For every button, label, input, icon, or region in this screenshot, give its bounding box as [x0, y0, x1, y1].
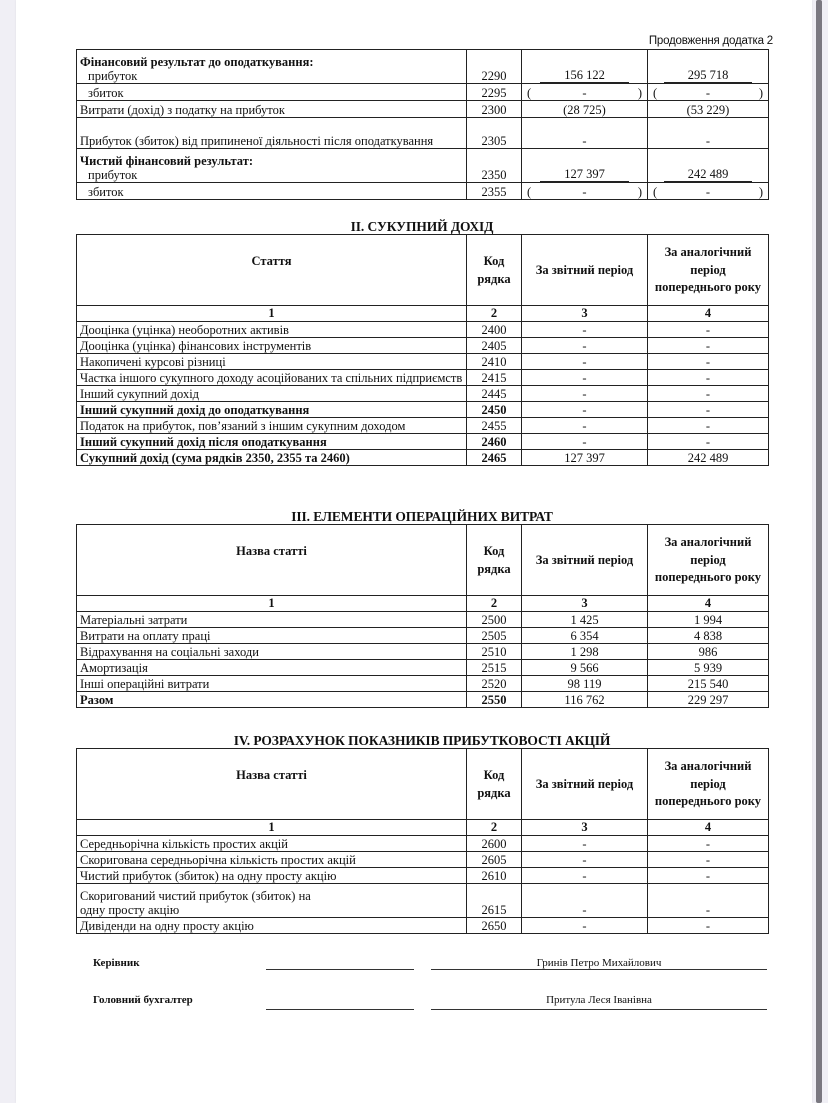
- row-code: 2465: [467, 450, 522, 466]
- row-code: 2615: [467, 884, 522, 918]
- row-code: 2605: [467, 852, 522, 868]
- table-row: [77, 660, 769, 676]
- row-code: 2505: [467, 628, 522, 644]
- previous-value: -: [648, 418, 769, 434]
- current-value: -: [522, 918, 648, 934]
- previous-value: 242 489: [664, 168, 753, 182]
- row-label: Витрати (дохід) з податку на прибуток: [77, 101, 467, 118]
- previous-value: 242 489: [648, 450, 769, 466]
- previous-value: -: [705, 185, 711, 199]
- previous-value: -: [648, 370, 769, 386]
- current-value: 6 354: [522, 628, 648, 644]
- column-number-row: 1 2 3 4: [77, 596, 769, 612]
- current-value: 127 397: [522, 450, 648, 466]
- table-row: [77, 884, 769, 918]
- current-value: -: [522, 434, 648, 450]
- row-code: 2450: [467, 402, 522, 418]
- previous-value: (53 229): [648, 101, 769, 118]
- signature-role-chief-accountant: Головний бухгалтер: [93, 994, 193, 1006]
- financial-result-table: [76, 49, 769, 200]
- table-row: [77, 692, 769, 708]
- row-label: Прибуток (збиток) від припиненої діяльності після оподаткування: [77, 118, 467, 149]
- header-code: Код рядка: [467, 525, 522, 596]
- table-row: [77, 118, 769, 149]
- current-value: -: [522, 852, 648, 868]
- header-row: [77, 235, 769, 306]
- row-label: Чистий прибуток (збиток) на одну просту акцію: [77, 868, 467, 884]
- current-value: -: [522, 836, 648, 852]
- row-code: 2520: [467, 676, 522, 692]
- current-value: -: [522, 370, 648, 386]
- row-label: Дивіденди на одну просту акцію: [77, 918, 467, 934]
- previous-value: -: [648, 118, 769, 149]
- table-row: збиток 2295 ( - ) ( - ): [77, 84, 769, 101]
- row-code: 2550: [467, 692, 522, 708]
- section-title-operating-expenses: III. ЕЛЕМЕНТИ ОПЕРАЦІЙНИХ ВИТРАТ: [291, 509, 553, 524]
- previous-value: 295 718: [664, 69, 753, 83]
- table-row: [77, 644, 769, 660]
- header-code: Код рядка: [467, 749, 522, 820]
- row-label: Витрати на оплату праці: [77, 628, 467, 644]
- row-code: 2510: [467, 644, 522, 660]
- table-row: [77, 676, 769, 692]
- header-name: Назва статті: [77, 749, 467, 820]
- previous-value: -: [648, 402, 769, 418]
- row-label: Інший сукупний дохід до оподаткування: [77, 402, 467, 418]
- previous-value: -: [648, 884, 769, 918]
- current-value: -: [582, 86, 587, 100]
- previous-value: -: [648, 322, 769, 338]
- current-value: 9 566: [522, 660, 648, 676]
- table-row: [77, 338, 769, 354]
- table-row: [77, 370, 769, 386]
- row-code: 2500: [467, 612, 522, 628]
- row-label: Інші операційні витрати: [77, 676, 467, 692]
- row-label: Накопичені курсові різниці: [77, 354, 467, 370]
- previous-value: 4 838: [648, 628, 769, 644]
- current-value: -: [582, 185, 587, 199]
- header-previous: За аналогічний період попереднього року: [648, 749, 769, 820]
- appendix-continuation-note: Продовження додатка 2: [648, 35, 773, 47]
- signature-name-chief-accountant: Притула Леся Іванівна: [546, 994, 652, 1006]
- current-value: -: [522, 868, 648, 884]
- table-row: [77, 450, 769, 466]
- table-row: [77, 852, 769, 868]
- row-label: Дооцінка (уцінка) необоротних активів: [77, 322, 467, 338]
- current-value: -: [522, 118, 648, 149]
- row-code: 2455: [467, 418, 522, 434]
- header-row: [77, 749, 769, 820]
- previous-value: 215 540: [648, 676, 769, 692]
- table-row: [77, 868, 769, 884]
- previous-value: 5 939: [648, 660, 769, 676]
- previous-value: -: [648, 354, 769, 370]
- current-value: 98 119: [522, 676, 648, 692]
- table-row: [77, 101, 769, 118]
- current-value: -: [522, 884, 648, 918]
- row-code: 2295: [467, 84, 522, 101]
- table-row: [77, 836, 769, 852]
- row-label: Частка іншого сукупного доходу асоційованих та спільних підприємств: [77, 370, 467, 386]
- row-label: Відрахування на соціальні заходи: [77, 644, 467, 660]
- current-value: -: [522, 418, 648, 434]
- row-code: 2305: [467, 118, 522, 149]
- table-row: [77, 386, 769, 402]
- row-code: 2600: [467, 836, 522, 852]
- signature-name-director: Гринів Петро Михайлович: [536, 957, 662, 969]
- table-row: [77, 354, 769, 370]
- row-code: 2400: [467, 322, 522, 338]
- table-row: [77, 402, 769, 418]
- header-row: [77, 525, 769, 596]
- header-current: За звітний період: [522, 235, 648, 306]
- header-previous: За аналогічний період попереднього року: [648, 235, 769, 306]
- row-code: 2610: [467, 868, 522, 884]
- previous-value: 229 297: [648, 692, 769, 708]
- section-title-comprehensive-income: II. СУКУПНИЙ ДОХІД: [350, 219, 494, 234]
- table-row: [77, 612, 769, 628]
- row-label: Матеріальні затрати: [77, 612, 467, 628]
- current-value: 156 122: [540, 69, 629, 83]
- table-row: [77, 149, 769, 183]
- previous-value: -: [648, 852, 769, 868]
- row-code: 2445: [467, 386, 522, 402]
- row-label: Амортизація: [77, 660, 467, 676]
- current-value: -: [522, 386, 648, 402]
- header-current: За звітний період: [522, 525, 648, 596]
- signature-role-director: Керівник: [93, 957, 140, 969]
- previous-value: 1 994: [648, 612, 769, 628]
- column-number-row: 1 2 3 4: [77, 820, 769, 836]
- current-value: (28 725): [522, 101, 648, 118]
- row-code: 2650: [467, 918, 522, 934]
- row-sublabel: прибуток: [88, 168, 138, 182]
- row-label: Середньорічна кількість простих акцій: [77, 836, 467, 852]
- name-line-chief-accountant: [431, 1009, 767, 1010]
- previous-value: -: [648, 836, 769, 852]
- header-name: Стаття: [77, 235, 467, 306]
- row-code: 2350: [467, 149, 522, 183]
- row-label: збиток: [77, 183, 467, 200]
- header-name: Назва статті: [77, 525, 467, 596]
- row-code: 2515: [467, 660, 522, 676]
- table-row: [77, 434, 769, 450]
- previous-value: -: [648, 386, 769, 402]
- row-label: Чистий фінансовий результат:: [80, 154, 254, 168]
- table-row: [77, 50, 769, 84]
- row-code: 2290: [467, 50, 522, 84]
- previous-value: -: [648, 918, 769, 934]
- signature-line-chief-accountant: [266, 1009, 414, 1010]
- section-title-share-profitability: IV. РОЗРАХУНОК ПОКАЗНИКІВ ПРИБУТКОВОСТІ АКЦІЙ: [233, 733, 611, 748]
- current-value: -: [522, 354, 648, 370]
- previous-value: -: [648, 868, 769, 884]
- row-code: 2300: [467, 101, 522, 118]
- row-label: Разом: [77, 692, 467, 708]
- current-value: 1 425: [522, 612, 648, 628]
- current-value: 116 762: [522, 692, 648, 708]
- operating-expenses-table: [76, 524, 769, 708]
- table-row: [77, 918, 769, 934]
- previous-value: -: [705, 86, 711, 100]
- table-row: [77, 322, 769, 338]
- row-label: Скоригований чистий прибуток (збиток) на одну просту акцію: [77, 884, 467, 918]
- row-label: Дооцінка (уцінка) фінансових інструментів: [77, 338, 467, 354]
- header-previous: За аналогічний період попереднього року: [648, 525, 769, 596]
- row-code: 2460: [467, 434, 522, 450]
- row-code: 2355: [467, 183, 522, 200]
- name-line-director: [431, 969, 767, 970]
- current-value: -: [522, 402, 648, 418]
- row-code: 2415: [467, 370, 522, 386]
- share-profitability-table: [76, 748, 769, 934]
- row-label: Інший сукупний дохід після оподаткування: [77, 434, 467, 450]
- previous-value: -: [648, 434, 769, 450]
- current-value: 127 397: [540, 168, 629, 182]
- current-value: 1 298: [522, 644, 648, 660]
- row-code: 2405: [467, 338, 522, 354]
- header-current: За звітний період: [522, 749, 648, 820]
- table-row: [77, 418, 769, 434]
- column-number-row: 1 2 3 4: [77, 306, 769, 322]
- current-value: -: [522, 322, 648, 338]
- table-row: збиток 2355 ( - ) ( - ): [77, 183, 769, 200]
- previous-value: 986: [648, 644, 769, 660]
- row-label: Сукупний дохід (сума рядків 2350, 2355 та 2460): [77, 450, 467, 466]
- previous-value: -: [648, 338, 769, 354]
- table-row: [77, 628, 769, 644]
- row-label: Скоригована середньорічна кількість простих акцій: [77, 852, 467, 868]
- comprehensive-income-table: [76, 234, 769, 466]
- row-sublabel: прибуток: [88, 69, 138, 83]
- row-label: Інший сукупний дохід: [77, 386, 467, 402]
- signature-line-director: [266, 969, 414, 970]
- row-label: збиток: [77, 84, 467, 101]
- scrollbar[interactable]: [816, 0, 822, 1103]
- row-label: Фінансовий результат до оподаткування:: [80, 55, 314, 69]
- row-label: Податок на прибуток, пов’язаний з іншим сукупним доходом: [77, 418, 467, 434]
- row-code: 2410: [467, 354, 522, 370]
- current-value: -: [522, 338, 648, 354]
- header-code: Код рядка: [467, 235, 522, 306]
